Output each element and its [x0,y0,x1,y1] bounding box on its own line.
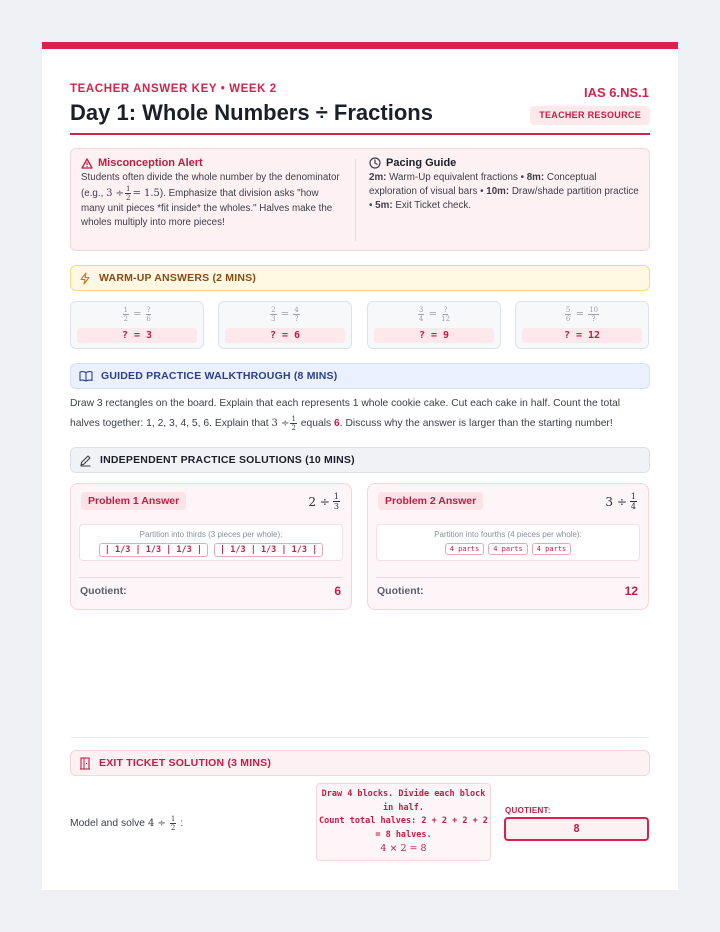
partition-model: Partition into thirds (3 pieces per whole): | 1/3 | 1/3 | 1/3 | | 1/3 | 1/3 | 1/3 | [79,524,343,561]
misconception-text: Students often divide the whole number by the denominator (e.g., 3 ÷ $\frac{1}{2}$ = 1.5). Emphasize that division asks "how many unit pieces *fit inside* the wholes." Halves make the wholes multiply into more pieces! [81,172,340,228]
answer-key-page [42,42,678,890]
pacing-title: Pacing Guide [386,157,457,169]
pencil-icon [79,454,92,467]
page-title: Day 1: Whole Numbers ÷ Fractions [70,100,433,125]
warmup-question: $\frac{3}{4}$ = $\frac{?}{12}$ [418,306,451,323]
warmup-section-header: WARM-UP ANSWERS (2 MINS) [70,265,650,291]
guided-section-header: GUIDED PRACTICE WALKTHROUGH (8 MINS) [70,363,650,389]
problem-expression: 2 ÷ $\frac{1}{3}$ [308,492,339,511]
problem-label: Problem 2 Answer [378,492,483,510]
partition-chip: 4 parts [445,543,485,555]
problem-expression: 3 ÷ $\frac{1}{4}$ [605,492,636,511]
exit-prompt: Model and solve 4 ÷ $\frac{1}{2}$ : [70,815,184,832]
warmup-answer: ? = 6 [225,328,345,343]
partition-model: Partition into fourths (4 pieces per whole): 4 parts 4 parts 4 parts [376,524,640,561]
problem-label: Problem 1 Answer [81,492,186,510]
exit-section-header: EXIT TICKET SOLUTION (3 MINS) [70,750,650,776]
misconception-title: Misconception Alert [98,157,203,169]
problem-1-card [70,483,352,610]
teacher-resource-badge: TEACHER RESOURCE [530,106,650,125]
book-icon [79,370,93,382]
pacing-text: 2m: Warm-Up equivalent fractions • 8m: Conceptual exploration of visual bars • 10m: Draw/shade partition practice • 5m: Exit Ticket check. [369,172,639,211]
warmup-answer: ? = 3 [77,328,197,343]
exit-worked-solution: Draw 4 blocks. Divide each block in half. Count total halves: 2 + 2 + 2 + 2 = 8 halves. 4 × 2 = 8 [316,783,491,861]
top-accent-bar [42,42,678,49]
title-divider [70,133,650,135]
pacing-guide [369,157,639,213]
warmup-card-2 [218,301,352,349]
partition-chip: 4 parts [532,543,572,555]
divider [79,577,343,578]
clock-icon [369,157,381,169]
guided-text: Draw 3 rectangles on the board. Explain that each represents 1 whole cookie cake. Cut each cake in half. Count the total halves together: 1, 2, 3, 4, 5, 6. Explain that 3 ÷ $\frac{1}{2}$ equals 6. Discuss why the answer is larger than the starting number! [70,398,621,432]
quotient-label: Quotient: [377,585,424,597]
warmup-card-1 [70,301,204,349]
problem-2-card [367,483,649,610]
exit-divider [70,737,650,738]
misconception-alert [81,157,343,230]
partition-chip: 4 parts [488,543,528,555]
eyebrow: TEACHER ANSWER KEY • WEEK 2 [70,83,277,95]
exit-quotient-label: QUOTIENT: [505,806,551,815]
warmup-card-4 [515,301,649,349]
exit-quotient-box: 8 [504,817,649,841]
quotient-value: 12 [624,584,638,598]
warmup-question: $\frac{2}{3}$ = $\frac{4}{?}$ [271,306,299,323]
independent-section-header: INDEPENDENT PRACTICE SOLUTIONS (10 MINS) [70,447,650,473]
warmup-question: $\frac{5}{6}$ = $\frac{10}{?}$ [565,306,599,323]
lightning-icon [79,272,91,285]
warmup-answer: ? = 9 [374,328,494,343]
divider [376,577,640,578]
info-box [70,148,650,251]
partition-chip: | 1/3 | 1/3 | 1/3 | [99,543,208,557]
quotient-label: Quotient: [80,585,127,597]
fraction: $\frac{1}{2}$ [125,185,131,202]
quotient-value: 6 [334,584,341,598]
warning-triangle-icon [81,158,93,169]
standard-code: IAS 6.NS.1 [583,85,649,100]
door-icon [79,757,91,770]
partition-chip: | 1/3 | 1/3 | 1/3 | [214,543,323,557]
warmup-question: $\frac{1}{2}$ = $\frac{?}{6}$ [123,306,151,323]
column-divider [355,159,356,241]
warmup-card-3 [367,301,501,349]
warmup-answer: ? = 12 [522,328,642,343]
